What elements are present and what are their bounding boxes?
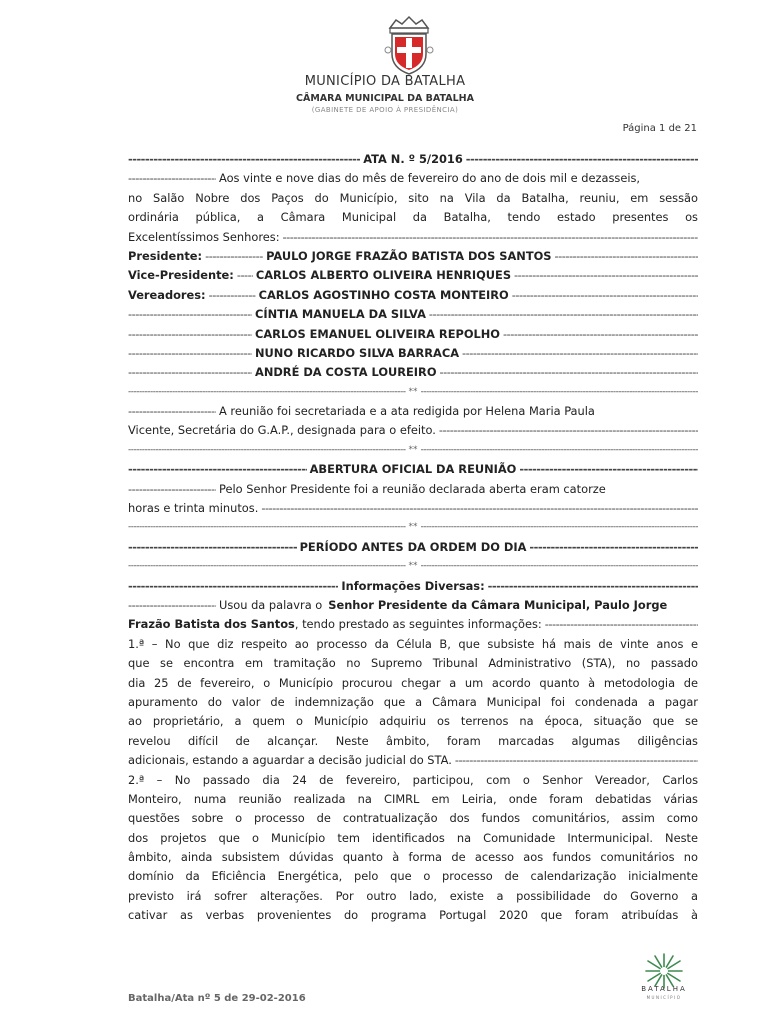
intro-line-1: ----- Aos vinte e nove dias do mês de fevereiro do ano de dois mil e dezasseis, [128, 169, 698, 188]
secretaria-line-2: Vicente, Secretária do G.A.P., designada para o efeito. ----- [128, 421, 698, 440]
p1-line-3: dia 25 de fevereiro, o Município procurou chegar a um acordo quanto à metodologia de [128, 675, 698, 690]
p1-line-6: revelou difícil de alcançar. Neste âmbito, foram marcadas algumas diligências [128, 733, 698, 748]
usou-line-2: Frazão Batista dos Santos , tendo prestado as seguintes informações: ----- [128, 615, 698, 634]
abertura-line-2: horas e trinta minutos. ----- [128, 499, 698, 518]
separator-4: ----- ** ----- [128, 557, 698, 576]
attendance-vereador-3: ----- CARLOS EMANUEL OLIVEIRA REPOLHO ----- [128, 325, 698, 344]
page-number: Página 1 de 21 [622, 123, 697, 134]
header-municipio: MUNICÍPIO DA BATALHA [304, 74, 466, 89]
abertura-title-line [128, 460, 698, 479]
p1-line-7: adicionais, estando a aguardar a decisão judicial do STA. ----- [128, 751, 698, 770]
p2-line-4: dos projetos que o Município tem identificados na Comunidade Intermunicipal. Neste [128, 830, 698, 845]
p1-line-2: que se encontra em tramitação no Supremo Tribunal Administrativo (STA), no passado [128, 656, 698, 671]
usou-line-1: ----- Usou da palavra o Senhor Presidente da Câmara Municipal, Paulo Jorge [128, 596, 698, 615]
p1-line-5: ao proprietário, a quem o Município adquiriu os terrenos na época, situação que se [128, 714, 698, 729]
p2-line-7: previsto irá sofrer alterações. Por outro lado, existe a possibilidade do Governo a [128, 888, 698, 903]
p2-line-8: cativar as verbas provenientes do programa Portugal 2020 que foram atribuídas à [128, 908, 698, 923]
separator-2: ----- ** ----- [128, 441, 698, 460]
abertura-line-1: ----- Pelo Senhor Presidente foi a reunião declarada aberta eram catorze [128, 480, 698, 499]
vice-name: CARLOS ALBERTO OLIVEIRA HENRIQUES [255, 268, 512, 283]
intro-line-3: ordinária pública, a Câmara Municipal da Batalha, tendo estado presentes os [128, 210, 698, 225]
p2-line-2: Monteiro, numa reunião realizada na CIMRL em Leiria, onde foram debatidas várias [128, 791, 698, 806]
p1-line-1: 1.ª – No que diz respeito ao processo da Célula B, que subsiste há mais de vinte anos e [128, 636, 698, 651]
attendance-vice: Vice-Presidente: ----- CARLOS ALBERTO OLIVEIRA HENRIQUES ----- [128, 266, 698, 285]
p1-line-4: apuramento do valor de indemnização que a Câmara Municipal foi condenada a pagar [128, 694, 698, 709]
intro-line-4: Excelentíssimos Senhores: ----- [128, 228, 698, 247]
logo-subtitle: MUNICÍPIO [646, 995, 682, 1000]
document-body [128, 150, 698, 926]
header-gabinete: (GABINETE DE APOIO À PRESIDÊNCIA) [311, 106, 459, 114]
logo-wordmark: BATALHA [641, 985, 687, 993]
p2-line-3: questões sobre o processo de contratualização dos fundos comunitários, assim como [128, 811, 698, 826]
attendance-presidente: Presidente: ----- PAULO JORGE FRAZÃO BATISTA DOS SANTOS ----- [128, 247, 698, 266]
minutes-title-line [128, 150, 698, 169]
presidente-name: PAULO JORGE FRAZÃO BATISTA DOS SANTOS [266, 248, 552, 263]
p2-line-5: âmbito, ainda subsistem dúvidas quanto à forma de acesso aos fundos comunitários no [128, 850, 698, 865]
attendance-vereador-5: ----- ANDRÉ DA COSTA LOUREIRO ----- [128, 363, 698, 382]
attendance-vereador-4: ----- NUNO RICARDO SILVA BARRACA ----- [128, 344, 698, 363]
separator-3: ----- ** ----- [128, 518, 698, 537]
attendance-vereador-1: Vereadores: ----- CARLOS AGOSTINHO COSTA MONTEIRO ----- [128, 286, 698, 305]
p2-line-1: 2.ª – No passado dia 24 de fevereiro, participou, com o Senhor Vereador, Carlos [128, 772, 698, 787]
municipal-crest-icon [382, 14, 436, 76]
intro-line-2: no Salão Nobre dos Paços do Município, sito na Vila da Batalha, reuniu, em sessão [128, 190, 698, 205]
info-title-line [128, 577, 698, 596]
abertura-title: ABERTURA OFICIAL DA REUNIÃO [309, 462, 517, 477]
minutes-title: ATA N. º 5/2016 [363, 152, 463, 166]
footer-reference: Batalha/Ata nº 5 de 29-02-2016 [128, 993, 306, 1004]
info-title: Informações Diversas: [341, 578, 485, 593]
periodo-title: PERÍODO ANTES DA ORDEM DO DIA [299, 539, 527, 554]
p2-line-6: domínio da Eficiência Energética, pelo que o processo de calendarização inicialmente [128, 869, 698, 884]
separator-1: ----- ** ----- [128, 383, 698, 402]
attendance-vereador-2: ----- CÍNTIA MANUELA DA SILVA ----- [128, 305, 698, 324]
header-camara: CÂMARA MUNICIPAL DA BATALHA [296, 93, 474, 104]
periodo-title-line [128, 538, 698, 557]
secretaria-line-1: ----- A reunião foi secretariada e a ata redigida por Helena Maria Paula [128, 402, 698, 421]
